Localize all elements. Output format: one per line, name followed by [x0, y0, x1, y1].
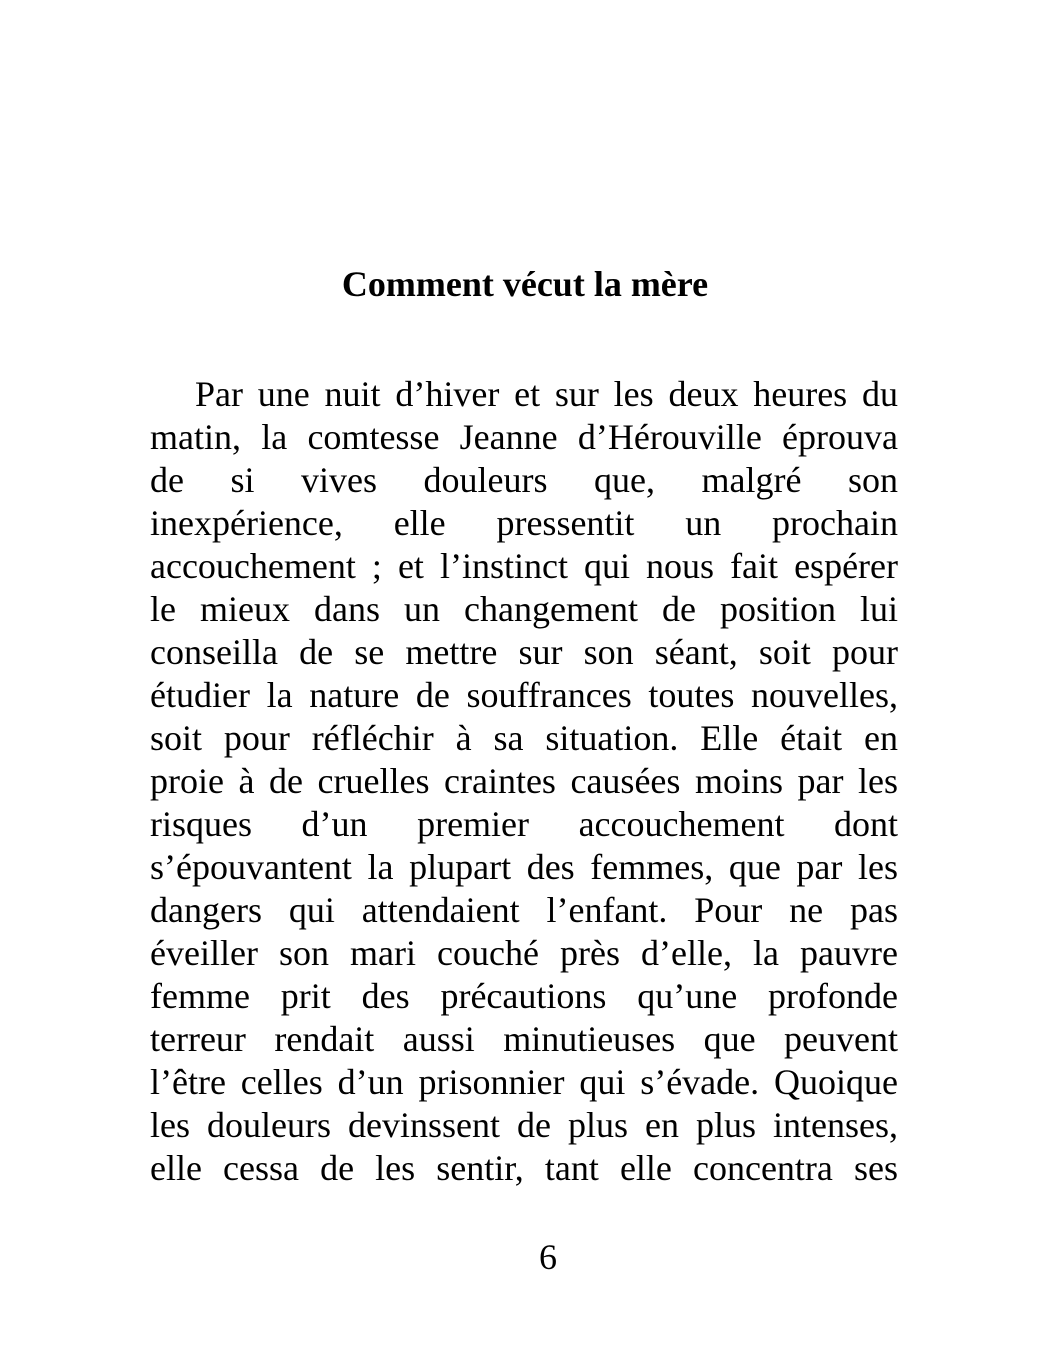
text-line: elle cessa de les sentir, tant elle concentra ses: [150, 1148, 898, 1188]
text-line: Par une nuit d’hiver et sur les deux heures du: [195, 374, 898, 414]
text-line: l’être celles d’un prisonnier qui s’évade. Quoique: [150, 1062, 898, 1102]
text-line: de si vives douleurs que, malgré son: [150, 460, 898, 500]
text-line: risques d’un premier accouchement dont: [150, 804, 898, 844]
text-line: conseilla de se mettre sur son séant, soit pour: [150, 632, 898, 672]
page-number: 6: [539, 1237, 557, 1277]
text-line: terreur rendait aussi minutieuses que peuvent: [150, 1019, 898, 1059]
text-line: s’épouvantent la plupart des femmes, que par les: [150, 847, 898, 887]
chapter-title: Comment vécut la mère: [341, 264, 709, 304]
text-line: dangers qui attendaient l’enfant. Pour ne pas: [150, 890, 898, 930]
text-line: matin, la comtesse Jeanne d’Hérouville éprouva: [150, 417, 898, 457]
text-line: les douleurs devinssent de plus en plus intenses,: [150, 1105, 898, 1145]
text-line: inexpérience, elle pressentit un prochain: [150, 503, 898, 543]
body-paragraph: [150, 373, 898, 1190]
text-line: le mieux dans un changement de position lui: [150, 589, 898, 629]
text-line: accouchement ; et l’instinct qui nous fait espérer: [150, 546, 898, 586]
text-line: étudier la nature de souffrances toutes nouvelles,: [150, 675, 898, 715]
text-line: femme prit des précautions qu’une profonde: [150, 976, 898, 1016]
text-line: proie à de cruelles craintes causées moins par les: [150, 761, 898, 801]
text-line: éveiller son mari couché près d’elle, la pauvre: [150, 933, 898, 973]
text-line: soit pour réfléchir à sa situation. Elle était en: [150, 718, 898, 758]
